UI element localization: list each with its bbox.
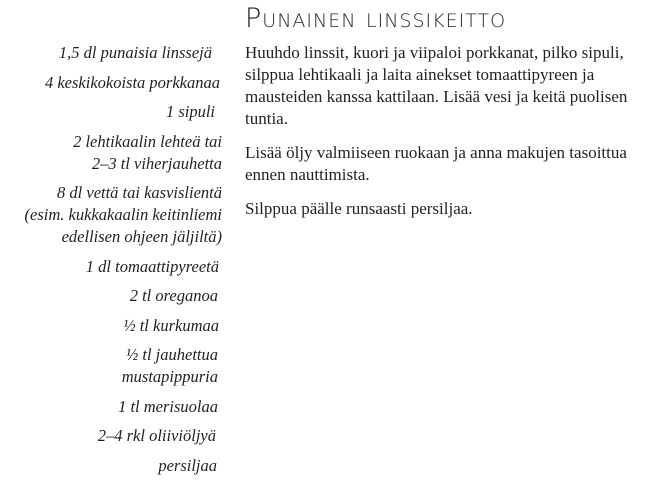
ingredient-item: 1 sipuli [165,102,215,121]
ingredient-item: persiljaa [158,455,217,475]
ingredient-item: 1,5 dl punaisia linssejä [58,43,212,62]
recipe-title: Punainen linssikeitto [245,3,507,34]
instruction-paragraph: Lisää öljy valmiiseen ruokaan ja anna makujen tasoittua ennen nauttimista. [245,143,627,184]
ingredient-list [0,42,222,484]
ingredient-item: 8 dl vettä tai kasvislientä (esim. kukkakaalin keitinliemi edellisen ohjeen jäljiltä) [24,183,222,246]
ingredient-item: ½ tl kurkumaa [123,315,219,335]
ingredient-item: 2–4 rkl oliiviöljyä [97,426,216,445]
ingredient-item: ½ tl jauhettua mustapippuria [121,345,218,386]
ingredient-item: 1 dl tomaattipyreetä [85,256,219,276]
ingredient-item: 1 tl merisuolaa [118,396,218,416]
instructions [245,42,655,232]
ingredient-item: 2 lehtikaalin lehteä tai 2–3 tl viherjauhetta [73,131,222,173]
instruction-paragraph: Silppua päälle runsaasti persiljaa. [245,199,473,218]
ingredient-item: 2 tl oreganoa [129,286,218,305]
instruction-paragraph: Huuhdo linssit, kuori ja viipaloi porkkanat, pilko sipuli, silppua lehtikaali ja laita ainekset tomaattipyreen ja mausteiden kanssa kattilaan. Lisää vesi ja keitä puolisen tuntia. [245,43,628,128]
ingredient-item: 4 keskikokoista porkkanaa [44,72,220,92]
